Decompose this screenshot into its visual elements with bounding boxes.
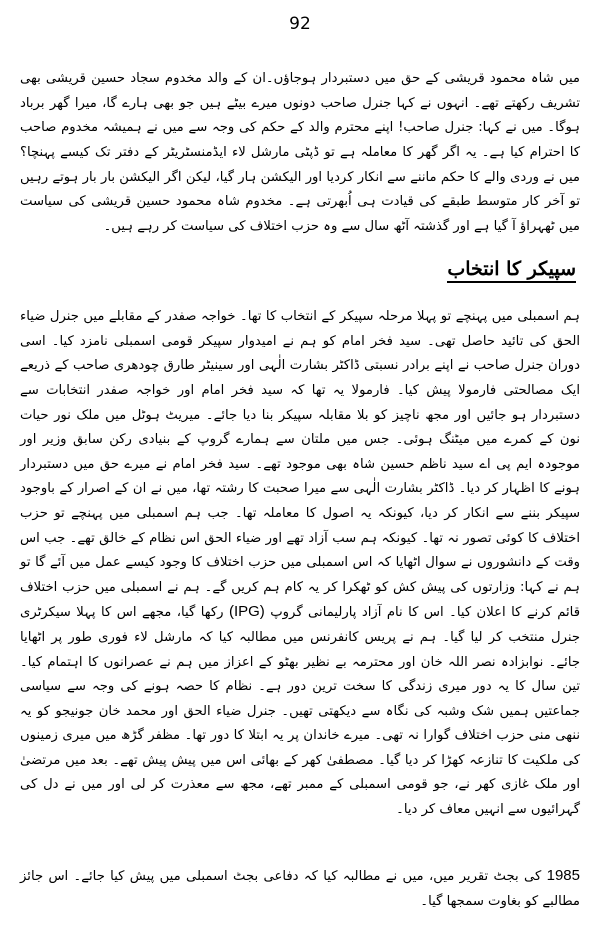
paragraph-2-text-a: ہم اسمبلی میں پہنچے تو پہلا مرحلہ سپیکر کے انتخاب کا تھا۔ خواجہ صفدر کے مقابلے میں جنرل ضیاء الحق کی تائید حاصل تھی۔ سید فخر امام کو ہم نے امیدوار سپیکر قومی اسمبلی نامزد کیا۔ اسی دوران جنرل صاحب نے اپنے برادر نسبتی ڈاکٹر بشارت الٰہی اور سینیٹر طارق چودھری صاحب کے ذریعے ایک مصالحتی فارمولا پیش کیا۔ فارمولا یہ تھا کہ سید فخر امام اور خواجہ صفدر انتخابات سے دستبردار ہو جائیں اور مجھ ناچیز کو بلا مقابلہ سپیکر بنا دیا جائے۔ میریٹ ہوٹل میں ملک نور حیات نون کے کمرے میں میٹنگ ہوئی۔ جس میں ملتان سے ہمارے گروپ کے بنیادی رکن سابق وزیر اور موجودہ ایم پی اے سید ناظم حسین شاہ بھی موجود تھے۔ سید فخر امام نے میرے حق میں دستبردار ہونے کا اظہار کر دیا۔ ڈاکٹر بشارت الٰہی سے میرا صحبت کا رشتہ تھا، میں نے ان کے اصرار کے باوجود سپیکر بننے سے انکار کر دیا، کیونکہ یہ اصول کا معاملہ تھا۔ جب ہم اسمبلی میں پہنچے تو حزب اختلاف کا کوئی تصور نہ تھا۔ کیونکہ ہم سب آزاد تھے اور ضیاء الحق اس نظام کے خالق تھے۔ جب اس وقت کے دانشوروں نے سوال اٹھایا کہ اس اسمبلی میں حزب اختلاف کا وجود کیسے عمل میں آئے گا تو ہم نے کہا: وزارتوں کی پیش کش کو ٹھکرا کر یہ کام ہم کریں گے۔ ہم نے اسمبلی میں حزب اختلاف قائم کرنے کا اعلان کیا۔ اس کا نام آزاد پارلیمانی گروپ — [20, 309, 580, 621]
section-heading: سپیکر کا انتخاب — [447, 258, 576, 283]
page-number: 92 — [289, 14, 311, 34]
paragraph-2-text-b: رکھا گیا، مجھے اس کا پہلا سیکرٹری جنرل منتخب کر لیا گیا۔ ہم نے پریس کانفرنس میں مطالبہ کیا کہ مارشل لاء فوری طور پر اٹھایا جائے۔ نوابزادہ نصر اللہ خان اور محترمہ بے نظیر بھٹو کے اعزاز میں ہم نے عصرانوں کا اہتمام کیا۔ تین سال کا یہ دور میری زندگی کا سخت ترین دور ہے۔ نظام کا حصہ ہونے کی وجہ سے سیاسی جماعتیں ہمیں شک وشبہ کی نگاہ سے دیکھتی تھیں۔ جنرل ضیاء الحق اور محمد خان جونیجو کو یہ ننھی منی حزب اختلاف گوارا نہ تھی۔ میرے خاندان پر یہ ابتلا کا دور تھا۔ مظفر گڑھ میں میری زمینوں کی ملکیت کا تنازعہ کھڑا کر دیا گیا۔ مصطفیٰ کھر کے بھائی اس میں پیش پیش تھے۔ بعد میں مرتضیٰ اور ملک غازی کھر نے، جو قومی اسمبلی کے ممبر تھے، مجھ سے معذرت کر لی اور میں نے دل کی گہرائیوں سے انہیں معاف کر دیا۔ — [20, 605, 580, 818]
year-1985: 1985 — [546, 867, 580, 885]
paragraph-2 — [20, 305, 580, 822]
ipg-abbreviation: (IPG) — [228, 603, 265, 621]
paragraph-1: میں شاہ محمود قریشی کے حق میں دستبردار ہوجاؤں۔ان کے والد مخدوم سجاد حسین قریشی بھی تشریف رکھتے تھے۔ انہوں نے کہا جنرل صاحب دونوں میرے بیٹے ہیں جو بھی ہارے گا، میرا گھر برباد ہوگا۔ میں نے کہا: جنرل صاحب! اپنے محترم والد کے حکم کی وجہ سے میں نے ہمیشہ مخدوم صاحب کا احترام کیا ہے۔ یہ اگر گھر کا معاملہ ہے تو ڈپٹی مارشل لاء ایڈمنسٹریٹر کے دفتر تک کیسے پہنچا؟ میں نے وردی والے کا حکم ماننے سے انکار کردیا اور الیکشن ہار گیا، لیکن اگر الیکشن بار بار ہوتے رہیں تو آخر کار متوسط طبقے کی قیادت ہی اُبھرتی ہے۔ مخدوم شاہ محمود حسین قریشی کی سیاست میں ٹھہراؤ آ گیا ہے اور گذشتہ آٹھ سال سے وہ حزب اختلاف کی سیاست کر رہے ہیں۔ — [20, 71, 580, 234]
paragraph-3-text: کی بجٹ تقریر میں، میں نے مطالبہ کیا کہ دفاعی بجٹ اسمبلی میں پیش کیا جائے۔ اس جائز مطالبے کو بغاوت سمجھا گیا۔ — [20, 869, 580, 909]
paragraph-3 — [20, 864, 580, 914]
